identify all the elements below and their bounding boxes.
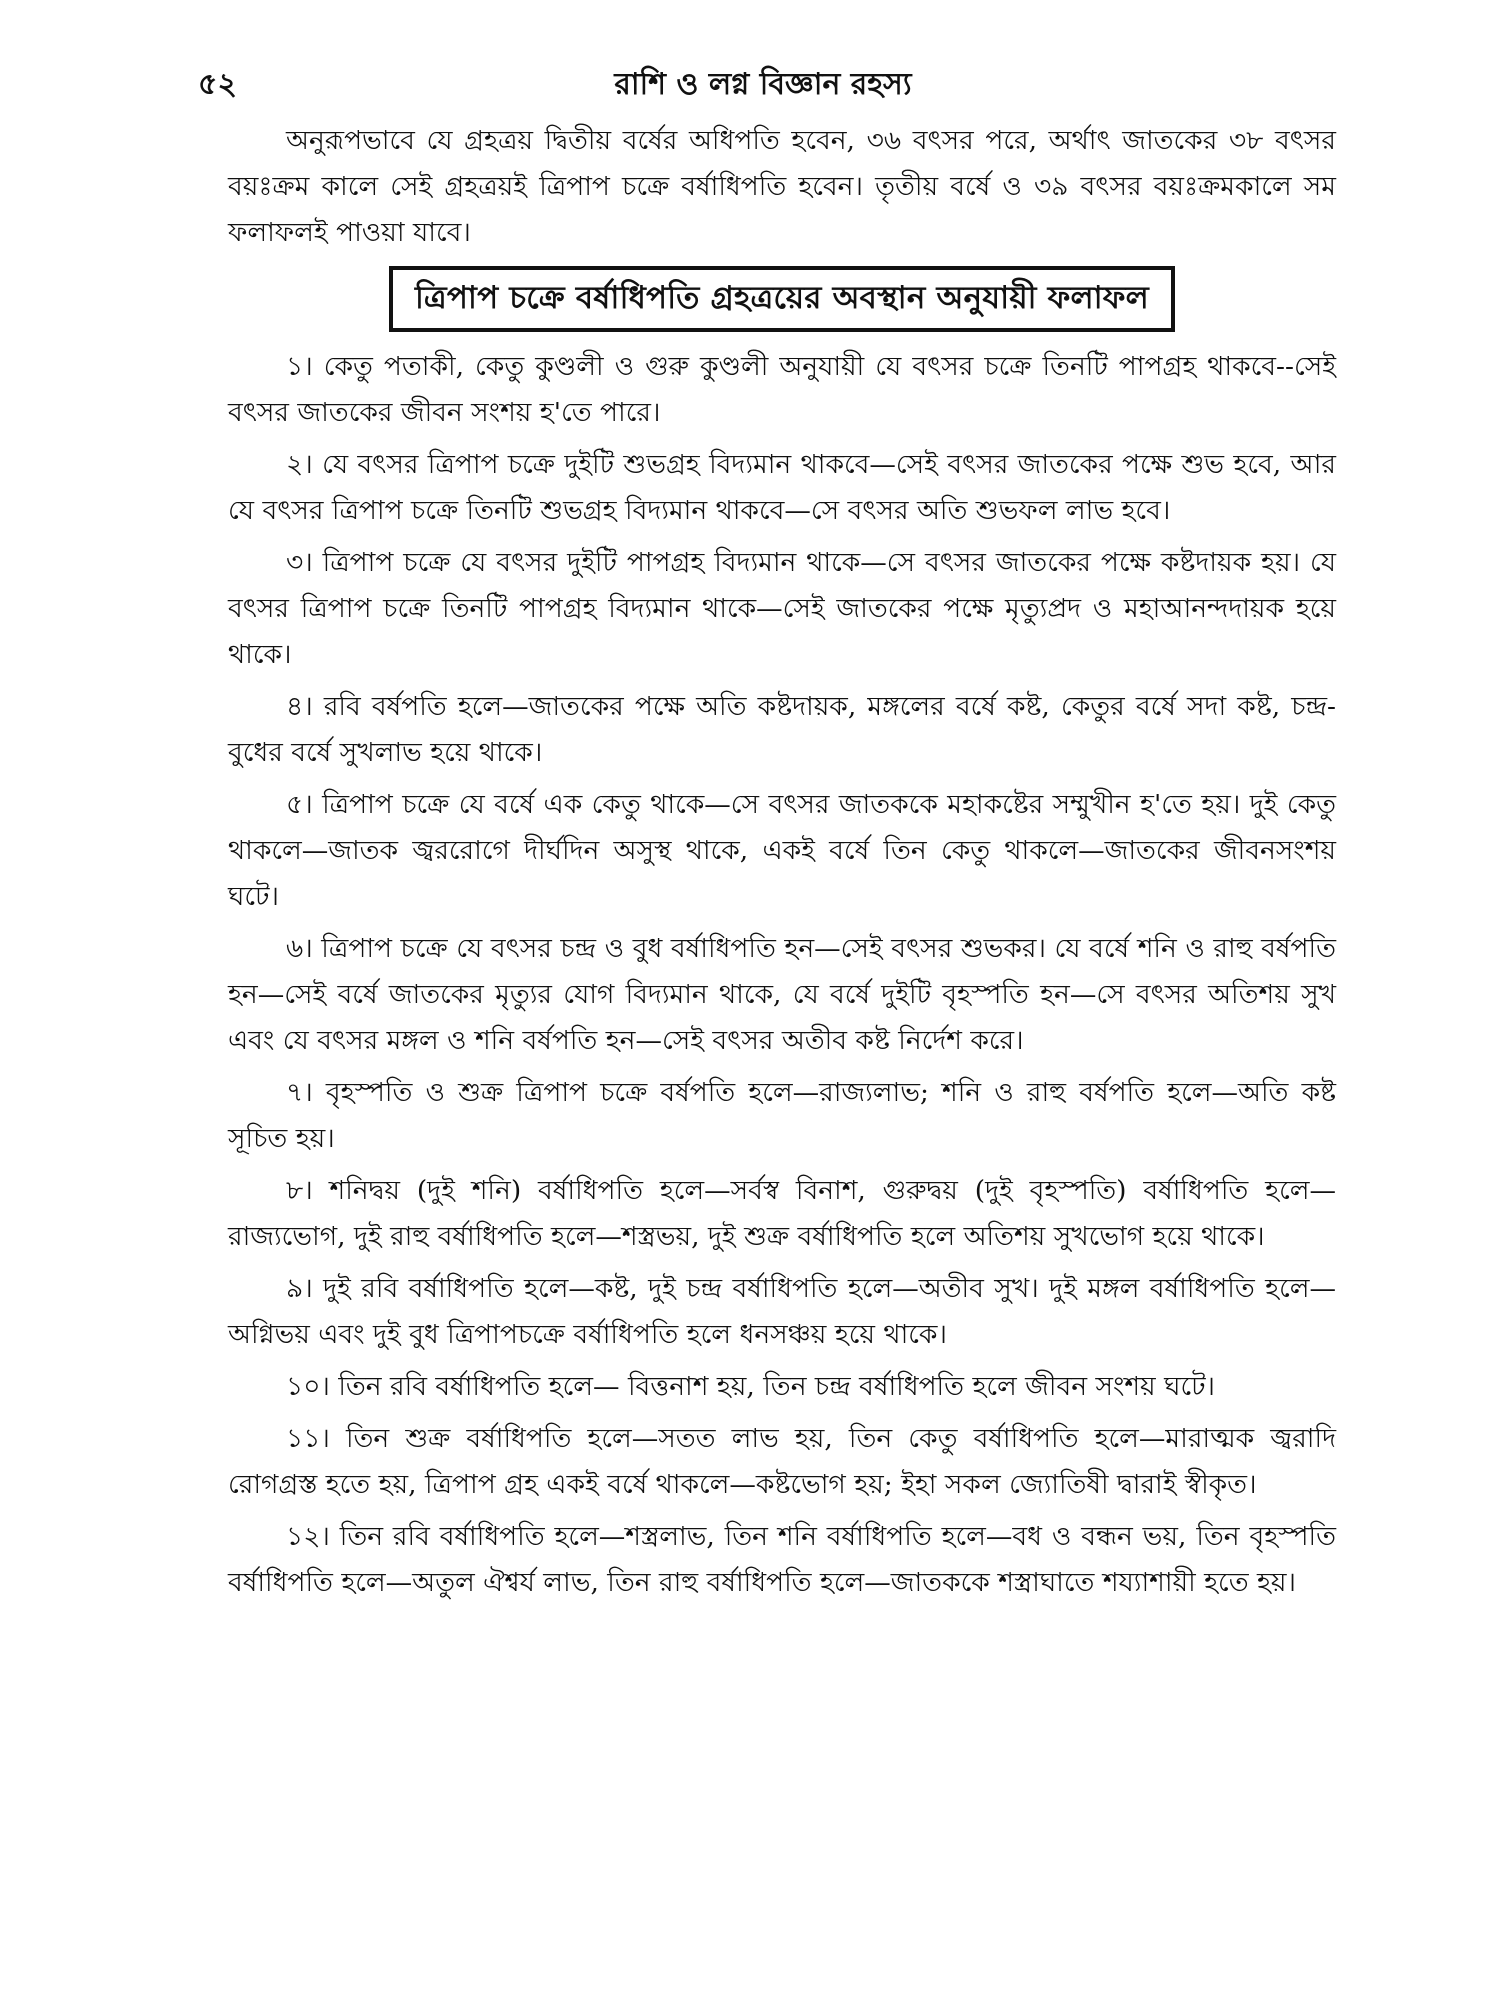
page-header [198,60,1328,108]
page-number: ৫২ [198,67,237,102]
list-item: ১০। তিন রবি বর্ষাধিপতি হলে— বিত্তনাশ হয়, তিন চন্দ্র বর্ষাধিপতি হলে জীবন সংশয় ঘটে। [286,1371,1216,1402]
list-item: ৬। ত্রিপাপ চক্রে যে বৎসর চন্দ্র ও বুধ বর্ষাধিপতি হন—সেই বৎসর শুভকর। যে বর্ষে শনি ও রাহু বর্ষপতি হন—সেই বর্ষে জাতকের মৃত্যুর যোগ বিদ্যমান থাকে, যে বর্ষে দুইটি বৃহস্পতি হন—সে বৎসর অতিশয় সুখ এবং যে বৎসর মঙ্গল ও শনি বর্ষপতি হন—সেই বৎসর অতীব কষ্ট নির্দেশ করে। [228,933,1336,1056]
list-item: ১। কেতু পতাকী, কেতু কুণ্ডলী ও গুরু কুণ্ডলী অনুযায়ী যে বৎসর চক্রে তিনটি পাপগ্রহ থাকবে--সেই বৎসর জাতকের জীবন সংশয় হ'তে পারে। [228,351,1336,428]
page-body [228,118,1336,1612]
list-item: ১২। তিন রবি বর্ষাধিপতি হলে—শস্ত্রলাভ, তিন শনি বর্ষাধিপতি হলে—বধ ও বন্ধন ভয়, তিন বৃহস্পতি বর্ষাধিপতি হলে—অতুল ঐশ্বর্য লাভ, তিন রাহু বর্ষাধিপতি হলে—জাতককে শস্ত্রাঘাতে শয্যাশায়ী হতে হয়। [228,1521,1336,1598]
list-item: ২। যে বৎসর ত্রিপাপ চক্রে দুইটি শুভগ্রহ বিদ্যমান থাকবে—সেই বৎসর জাতকের পক্ষে শুভ হবে, আর যে বৎসর ত্রিপাপ চক্রে তিনটি শুভগ্রহ বিদ্যমান থাকবে—সে বৎসর অতি শুভফল লাভ হবে। [228,449,1336,526]
list-item: ৪। রবি বর্ষপতি হলে—জাতকের পক্ষে অতি কষ্টদায়ক, মঙ্গলের বর্ষে কষ্ট, কেতুর বর্ষে সদা কষ্ট, চন্দ্র-বুধের বর্ষে সুখলাভ হয়ে থাকে। [228,691,1336,768]
running-title: রাশি ও লগ্ন বিজ্ঞান রহস্য [614,67,912,102]
section-heading-wrap [228,266,1336,332]
list-item: ৮। শনিদ্বয় (দুই শনি) বর্ষাধিপতি হলে—সর্বস্ব বিনাশ, গুরুদ্বয় (দুই বৃহস্পতি) বর্ষাধিপতি হলে—রাজ্যভোগ, দুই রাহু বর্ষাধিপতি হলে—শস্ত্রভয়, দুই শুক্র বর্ষাধিপতি হলে অতিশয় সুখভোগ হয়ে থাকে। [228,1175,1336,1252]
intro-paragraph: অনুরূপভাবে যে গ্রহত্রয় দ্বিতীয় বর্ষের অধিপতি হবেন, ৩৬ বৎসর পরে, অর্থাৎ জাতকের ৩৮ বৎসর বয়ঃক্রম কালে সেই গ্রহত্রয়ই ত্রিপাপ চক্রে বর্ষাধিপতি হবেন। তৃতীয় বর্ষে ও ৩৯ বৎসর বয়ঃক্রমকালে সম ফলাফলই পাওয়া যাবে। [228,125,1336,248]
list-item: ৭। বৃহস্পতি ও শুক্র ত্রিপাপ চক্রে বর্ষপতি হলে—রাজ্যলাভ; শনি ও রাহু বর্ষপতি হলে—অতি কষ্ট সূচিত হয়। [228,1077,1336,1154]
list-item: ১১। তিন শুক্র বর্ষাধিপতি হলে—সতত লাভ হয়, তিন কেতু বর্ষাধিপতি হলে—মারাত্মক জ্বরাদি রোগগ্রস্ত হতে হয়, ত্রিপাপ গ্রহ একই বর্ষে থাকলে—কষ্টভোগ হয়; ইহা সকল জ্যোতিষী দ্বারাই স্বীকৃত। [228,1423,1336,1500]
list-item: ৫। ত্রিপাপ চক্রে যে বর্ষে এক কেতু থাকে—সে বৎসর জাতককে মহাকষ্টের সম্মুখীন হ'তে হয়। দুই কেতু থাকলে—জাতক জ্বররোগে দীর্ঘদিন অসুস্থ থাকে, একই বর্ষে তিন কেতু থাকলে—জাতকের জীবনসংশয় ঘটে। [228,789,1336,912]
list-item: ৩। ত্রিপাপ চক্রে যে বৎসর দুইটি পাপগ্রহ বিদ্যমান থাকে—সে বৎসর জাতকের পক্ষে কষ্টদায়ক হয়। যে বৎসর ত্রিপাপ চক্রে তিনটি পাপগ্রহ বিদ্যমান থাকে—সেই জাতকের পক্ষে মৃত্যুপ্রদ ও মহাআনন্দদায়ক হয়ে থাকে। [228,547,1336,670]
section-heading: ত্রিপাপ চক্রে বর্ষাধিপতি গ্রহত্রয়ের অবস্থান অনুযায়ী ফলাফল [389,266,1175,332]
list-item: ৯। দুই রবি বর্ষাধিপতি হলে—কষ্ট, দুই চন্দ্র বর্ষাধিপতি হলে—অতীব সুখ। দুই মঙ্গল বর্ষাধিপতি হলে—অগ্নিভয় এবং দুই বুধ ত্রিপাপচক্রে বর্ষাধিপতি হলে ধনসঞ্চয় হয়ে থাকে। [228,1273,1336,1350]
